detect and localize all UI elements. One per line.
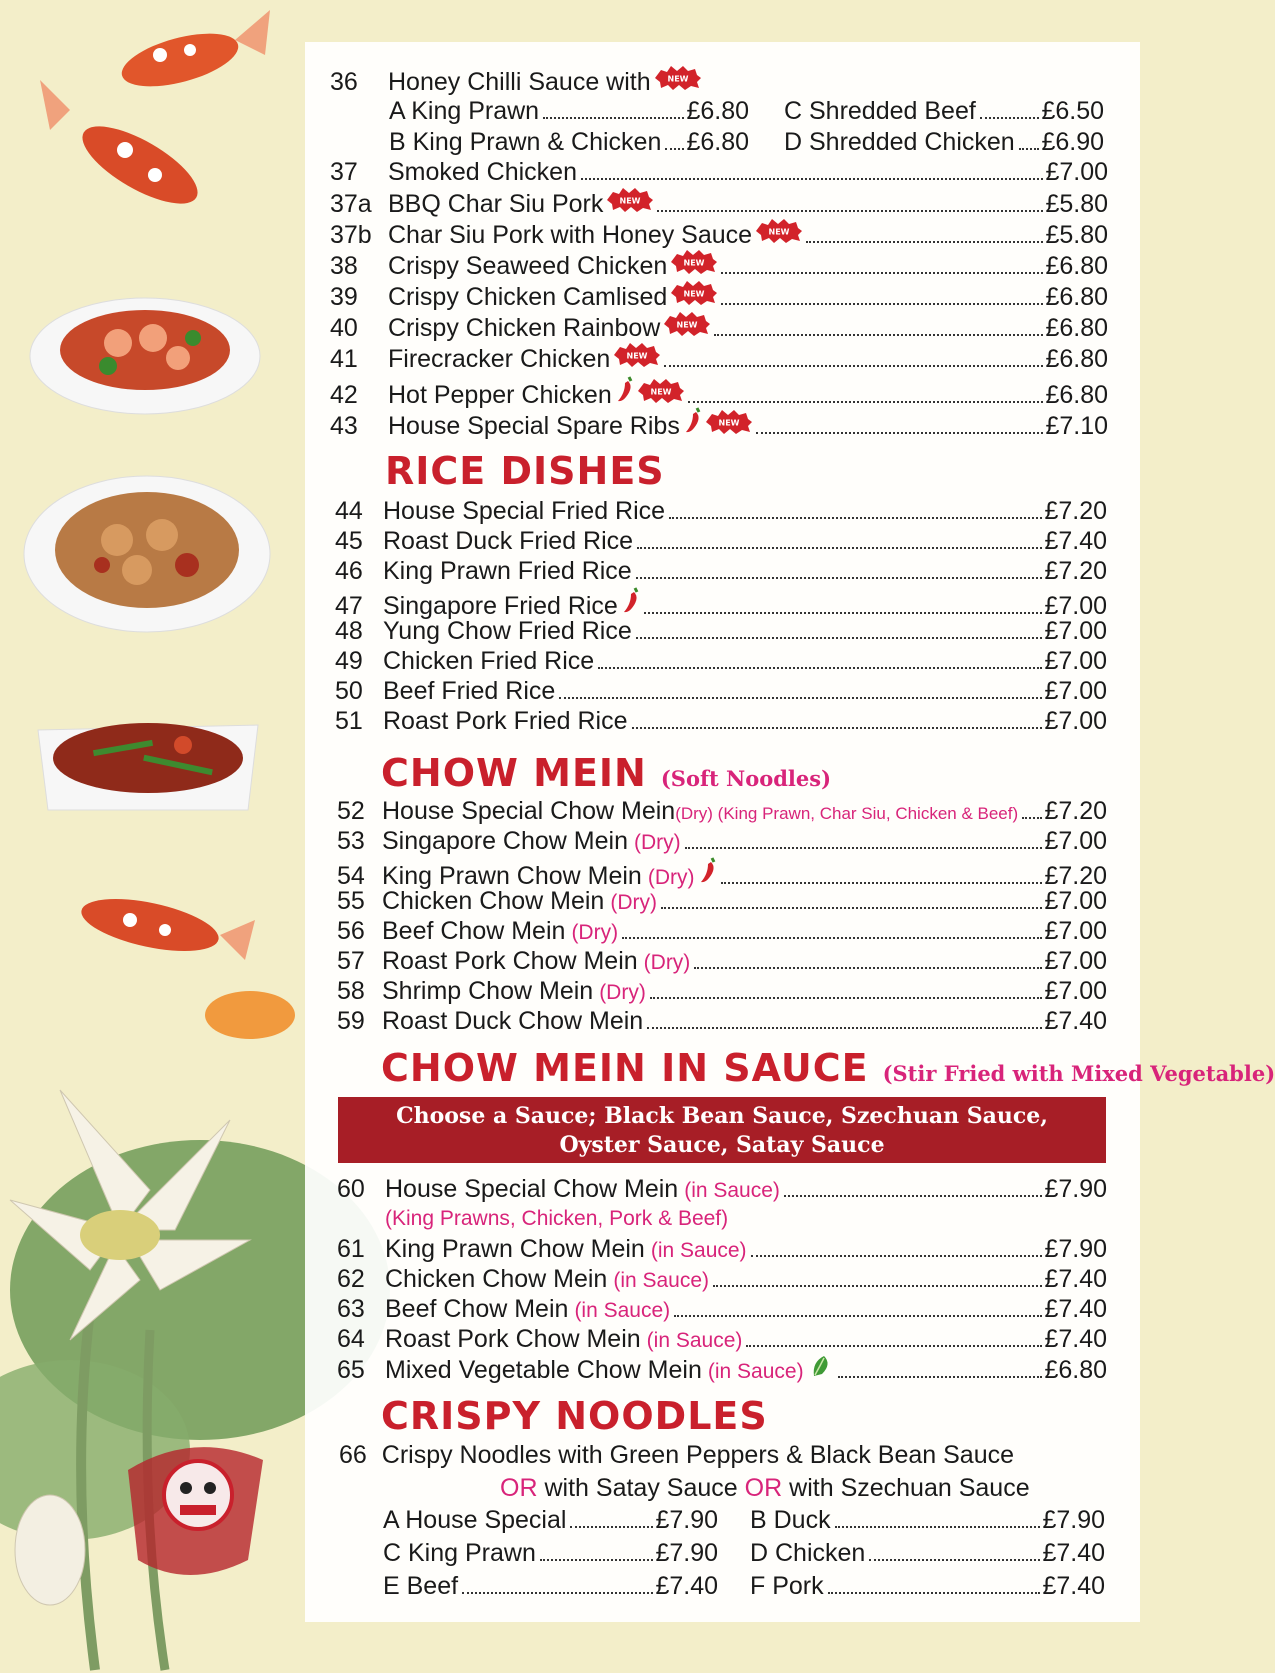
option-row <box>383 1571 718 1601</box>
item-price: £6.80 <box>1045 345 1108 373</box>
item-price: £7.00 <box>1044 887 1107 915</box>
item-note: (Dry) <box>571 921 619 944</box>
leader-dots <box>632 727 1043 729</box>
leader-dots <box>980 117 1040 119</box>
leader-dots <box>1019 148 1040 150</box>
item-name: Crispy Noodles with Green Peppers & Black Bean Sauce <box>374 1441 1015 1469</box>
item-number: 60 <box>337 1175 365 1203</box>
option-price: £7.40 <box>655 1572 718 1600</box>
item-price: £7.00 <box>1044 592 1107 620</box>
item-number: 63 <box>337 1295 365 1323</box>
item-name: Char Siu Pork with Honey Sauce <box>388 221 753 249</box>
item-name: King Prawn Chow Mein <box>385 1235 645 1263</box>
leader-dots <box>838 1376 1043 1378</box>
item-price: £7.00 <box>1044 947 1107 975</box>
option-price: £6.80 <box>686 97 749 125</box>
item-number: 45 <box>335 527 363 555</box>
chili-icon <box>699 856 717 884</box>
menu-item-row <box>335 496 1107 526</box>
item-price: £7.00 <box>1044 707 1107 735</box>
leader-dots <box>869 1559 1040 1561</box>
item-name: Chicken Chow Mein <box>382 887 605 915</box>
option-price: £6.50 <box>1041 97 1104 125</box>
item-name: King Prawn Fried Rice <box>383 557 632 585</box>
section-subtitle: (Soft Noodles) <box>660 766 832 791</box>
item-price: £6.80 <box>1045 283 1108 311</box>
item-name: Beef Fried Rice <box>383 677 556 705</box>
leader-dots <box>598 667 1042 669</box>
option-row <box>784 96 1104 126</box>
new-badge-icon <box>671 281 717 305</box>
svg-text:NEW: NEW <box>626 351 648 361</box>
item-number: 49 <box>335 647 363 675</box>
option-name: C Shredded Beef <box>784 97 976 125</box>
option-price: £6.90 <box>1041 128 1104 156</box>
leader-dots <box>644 612 1043 614</box>
new-badge-icon <box>614 343 660 367</box>
item-price: £6.80 <box>1045 314 1108 342</box>
leader-dots <box>657 210 1043 212</box>
item-number: 65 <box>337 1356 365 1384</box>
option-price: £7.90 <box>655 1539 718 1567</box>
item-number: 51 <box>335 707 363 735</box>
menu-item-row <box>337 1324 1107 1354</box>
menu-item-row <box>337 856 1107 890</box>
item-number: 54 <box>337 862 365 890</box>
item-name: Crispy Chicken Camlised <box>388 283 668 311</box>
svg-text:NEW: NEW <box>683 289 705 299</box>
item-price: £6.80 <box>1045 381 1108 409</box>
new-badge-icon <box>664 312 710 336</box>
menu-item-row <box>337 916 1107 946</box>
leader-dots <box>664 365 1043 367</box>
menu-item-row <box>335 586 1107 620</box>
item-name: Mixed Vegetable Chow Mein <box>385 1356 702 1384</box>
item-name: King Prawn Chow Mein <box>382 862 642 890</box>
item-number: 37b <box>330 221 372 249</box>
option-name: B Duck <box>750 1506 831 1534</box>
item-price: £7.00 <box>1044 647 1107 675</box>
item-number: 36 <box>330 68 358 96</box>
item-name: Chicken Fried Rice <box>383 647 595 675</box>
leader-dots <box>636 577 1043 579</box>
leader-dots <box>559 697 1042 699</box>
svg-text:NEW: NEW <box>619 196 641 206</box>
leader-dots <box>721 303 1043 305</box>
koi-fish-illustration <box>40 880 300 1050</box>
menu-item-row <box>335 676 1107 706</box>
sauce-choice-banner <box>338 1097 1106 1163</box>
item-number: 38 <box>330 252 358 280</box>
menu-item-row <box>330 66 1108 96</box>
item-note: (Dry) <box>647 866 695 889</box>
item-name: Shrimp Chow Mein <box>382 977 594 1005</box>
item-name: Firecracker Chicken <box>388 345 611 373</box>
or-label: OR <box>744 1474 783 1502</box>
item-number: 50 <box>335 677 363 705</box>
item-name: Roast Pork Chow Mein <box>382 947 638 975</box>
menu-item-row <box>337 1264 1107 1294</box>
item-name: Singapore Chow Mein <box>382 827 628 855</box>
new-badge-icon <box>607 188 653 212</box>
item-price: £7.00 <box>1044 677 1107 705</box>
menu-item-row <box>335 706 1107 736</box>
item-price: £7.40 <box>1044 1295 1107 1323</box>
item-name: House Special Spare Ribs <box>388 412 680 440</box>
menu-item-row <box>337 796 1107 826</box>
item-name: Chicken Chow Mein <box>385 1265 608 1293</box>
or-label: OR <box>500 1474 538 1502</box>
menu-item-row <box>330 281 1108 311</box>
vegetable-icon <box>810 1354 834 1378</box>
leader-dots <box>756 432 1044 434</box>
sauce-option: with Satay Sauce <box>544 1474 738 1502</box>
leader-dots <box>665 148 684 150</box>
leader-dots <box>828 1592 1041 1594</box>
leader-dots <box>784 1195 1043 1197</box>
crispy-description <box>339 1440 1014 1470</box>
section-heading <box>381 1046 1275 1096</box>
option-row <box>750 1571 1105 1601</box>
item-price: £7.10 <box>1045 412 1108 440</box>
item-price: £7.40 <box>1044 1325 1107 1353</box>
item-price: £7.20 <box>1044 797 1107 825</box>
section-heading <box>385 449 665 493</box>
leader-dots <box>1022 817 1042 819</box>
item-price: £6.80 <box>1044 1356 1107 1384</box>
menu-item-row <box>330 343 1108 373</box>
item-note: (in Sauce) <box>646 1329 743 1352</box>
option-name: A King Prawn <box>389 97 540 125</box>
item-number: 62 <box>337 1265 365 1293</box>
menu-item-row <box>337 976 1107 1006</box>
section-subtitle: (Stir Fried with Mixed Vegetable) <box>882 1061 1275 1086</box>
item-note: (Dry) <box>610 891 657 914</box>
item-price: £7.00 <box>1045 158 1108 186</box>
option-row <box>750 1538 1105 1568</box>
item-number: 42 <box>330 381 358 409</box>
option-price: £7.90 <box>1042 1506 1105 1534</box>
menu-item-row <box>337 1174 1107 1204</box>
menu-item-row <box>330 406 1108 440</box>
item-number: 48 <box>335 617 363 645</box>
svg-text:NEW: NEW <box>650 387 672 397</box>
menu-item-row <box>337 1234 1107 1264</box>
leader-dots <box>746 1345 1042 1347</box>
option-name: B King Prawn & Chicken <box>389 128 662 156</box>
option-price: £7.90 <box>655 1506 718 1534</box>
item-price: £7.00 <box>1044 617 1107 645</box>
menu-item-row <box>335 646 1107 676</box>
beef-dish-photo <box>33 690 263 820</box>
new-badge-icon <box>706 410 752 434</box>
svg-text:NEW: NEW <box>718 418 740 428</box>
menu-item-row <box>330 250 1108 280</box>
banner-line: Choose a Sauce; Black Bean Sauce, Szechuan Sauce, <box>396 1103 1048 1129</box>
option-price: £7.40 <box>1042 1539 1105 1567</box>
item-number: 46 <box>335 557 363 585</box>
item-name: House Special Fried Rice <box>383 497 666 525</box>
leader-dots <box>581 178 1043 180</box>
banner-line: Oyster Sauce, Satay Sauce <box>559 1132 885 1158</box>
item-number: 57 <box>337 947 365 975</box>
svg-text:NEW: NEW <box>676 320 698 330</box>
item-name: Crispy Seaweed Chicken <box>388 252 668 280</box>
leader-dots <box>543 117 684 119</box>
item-number: 41 <box>330 345 358 373</box>
item-name: Roast Pork Fried Rice <box>383 707 628 735</box>
leader-dots <box>835 1526 1041 1528</box>
item-note: (in Sauce) <box>684 1179 780 1202</box>
item-price: £7.40 <box>1044 1265 1107 1293</box>
item-number: 39 <box>330 283 358 311</box>
new-badge-icon <box>655 66 701 90</box>
menu-item-row <box>337 886 1107 916</box>
option-price: £6.80 <box>686 128 749 156</box>
item-name: Honey Chilli Sauce with <box>388 68 651 96</box>
item-note: (in Sauce) <box>574 1299 671 1322</box>
item-note: (Dry) <box>633 831 681 854</box>
prawn-dish-photo <box>28 288 263 418</box>
item-price: £7.20 <box>1044 497 1107 525</box>
new-badge-icon <box>671 250 717 274</box>
item-note: (Dry) (King Prawn, Char Siu, Chicken & Beef) <box>675 804 1019 823</box>
item-price: £6.80 <box>1045 252 1108 280</box>
leader-dots <box>669 517 1042 519</box>
item-number: 43 <box>330 412 358 440</box>
item-number: 55 <box>337 887 365 915</box>
svg-text:NEW: NEW <box>683 258 705 268</box>
leader-dots <box>570 1526 653 1528</box>
koi-fish-illustration <box>40 0 270 230</box>
menu-item-row <box>337 826 1107 856</box>
option-name: F Pork <box>750 1572 824 1600</box>
item-price: £5.80 <box>1045 190 1108 218</box>
menu-item-row <box>337 946 1107 976</box>
option-row <box>383 1505 718 1535</box>
option-row <box>383 1538 718 1568</box>
item-number: 37 <box>330 158 358 186</box>
item-note: (in Sauce) <box>707 1360 804 1383</box>
item-number: 44 <box>335 497 363 525</box>
section-title: CRISPY NOODLES <box>381 1394 768 1438</box>
new-badge-icon <box>638 379 684 403</box>
item-name: Crispy Chicken Rainbow <box>388 314 661 342</box>
item-name: Roast Duck Fried Rice <box>383 527 634 555</box>
menu-item-row <box>337 1354 1107 1384</box>
lion-dance-illustration <box>118 1430 268 1590</box>
item-price: £7.90 <box>1044 1175 1107 1203</box>
item-name: Beef Chow Mein <box>382 917 566 945</box>
leader-dots <box>462 1592 653 1594</box>
option-row <box>389 127 749 157</box>
item-price: £7.20 <box>1044 862 1107 890</box>
leader-dots <box>661 907 1042 909</box>
leader-dots <box>540 1559 654 1561</box>
item-name: Yung Chow Fried Rice <box>383 617 632 645</box>
chili-icon <box>622 586 640 614</box>
item-number: 58 <box>337 977 365 1005</box>
menu-item-row <box>330 188 1108 218</box>
item-price: £7.00 <box>1044 977 1107 1005</box>
item-price: £5.80 <box>1045 221 1108 249</box>
item-number: 37a <box>330 190 372 218</box>
leader-dots <box>694 967 1042 969</box>
item-name: Smoked Chicken <box>388 158 577 186</box>
item-number: 59 <box>337 1007 365 1035</box>
item-number: 64 <box>337 1325 365 1353</box>
section-title: RICE DISHES <box>385 449 665 493</box>
leader-dots <box>714 334 1043 336</box>
section-title: CHOW MEIN IN SAUCE <box>381 1046 869 1090</box>
leader-dots <box>622 937 1042 939</box>
chili-icon <box>684 406 702 434</box>
leader-dots <box>674 1315 1042 1317</box>
item-name: Roast Duck Chow Mein <box>382 1007 644 1035</box>
item-price: £7.20 <box>1044 557 1107 585</box>
item-price: £7.40 <box>1044 527 1107 555</box>
item-number: 40 <box>330 314 358 342</box>
leader-dots <box>637 547 1042 549</box>
section-title: CHOW MEIN <box>381 751 647 795</box>
item-number: 61 <box>337 1235 365 1263</box>
option-row <box>750 1505 1105 1535</box>
item-price: £7.90 <box>1044 1235 1107 1263</box>
item-name: Roast Pork Chow Mein <box>385 1325 641 1353</box>
item-name: Beef Chow Mein <box>385 1295 569 1323</box>
leader-dots <box>688 401 1044 403</box>
item-number: 53 <box>337 827 365 855</box>
item-note: (in Sauce) <box>650 1239 747 1262</box>
leader-dots <box>751 1255 1043 1257</box>
new-badge-icon <box>756 219 802 243</box>
option-price: £7.40 <box>1042 1572 1105 1600</box>
leader-dots <box>721 882 1043 884</box>
item-number: 66 <box>339 1441 367 1469</box>
option-row <box>389 96 749 126</box>
option-name: C King Prawn <box>383 1539 536 1567</box>
leader-dots <box>806 241 1043 243</box>
chili-icon <box>616 375 634 403</box>
section-heading <box>381 1394 768 1438</box>
menu-item-row <box>335 616 1107 646</box>
leader-dots <box>647 1027 1042 1029</box>
item-note: (Dry) <box>643 951 691 974</box>
item-note: (Dry) <box>599 981 646 1004</box>
item-note: (in Sauce) <box>613 1269 710 1292</box>
item-name: Hot Pepper Chicken <box>388 381 612 409</box>
option-name: E Beef <box>383 1572 459 1600</box>
item-number: 52 <box>337 797 365 825</box>
menu-item-row <box>330 375 1108 409</box>
leader-dots <box>721 272 1043 274</box>
menu-item-row <box>330 219 1108 249</box>
crispy-sauce-options <box>500 1473 1037 1503</box>
chicken-dish-photo <box>22 470 272 635</box>
menu-item-row <box>330 157 1108 187</box>
item-number: 56 <box>337 917 365 945</box>
leader-dots <box>685 847 1043 849</box>
item-price: £7.40 <box>1044 1007 1107 1035</box>
item-name: Singapore Fried Rice <box>383 592 618 620</box>
menu-item-row <box>335 556 1107 586</box>
menu-item-row <box>335 526 1107 556</box>
item-name: House Special Chow Mein <box>385 1175 679 1203</box>
sauce-option: with Szechuan Sauce <box>789 1474 1030 1502</box>
option-name: D Chicken <box>750 1539 866 1567</box>
item-price: £7.00 <box>1044 917 1107 945</box>
option-row <box>784 127 1104 157</box>
svg-text:NEW: NEW <box>667 74 689 84</box>
item-price: £7.00 <box>1044 827 1107 855</box>
item-name: House Special Chow Mein <box>382 797 676 825</box>
section-heading <box>381 751 831 801</box>
menu-item-row <box>337 1294 1107 1324</box>
item-name: BBQ Char Siu Pork <box>388 190 604 218</box>
leader-dots <box>713 1285 1042 1287</box>
menu-item-row <box>337 1006 1107 1036</box>
item-number: 47 <box>335 592 363 620</box>
svg-text:NEW: NEW <box>768 227 790 237</box>
leader-dots <box>650 997 1043 999</box>
item-note: (King Prawns, Chicken, Pork & Beef) <box>385 1207 729 1230</box>
option-name: A House Special <box>383 1506 567 1534</box>
menu-item-row <box>330 312 1108 342</box>
leader-dots <box>636 637 1043 639</box>
option-name: D Shredded Chicken <box>784 128 1015 156</box>
